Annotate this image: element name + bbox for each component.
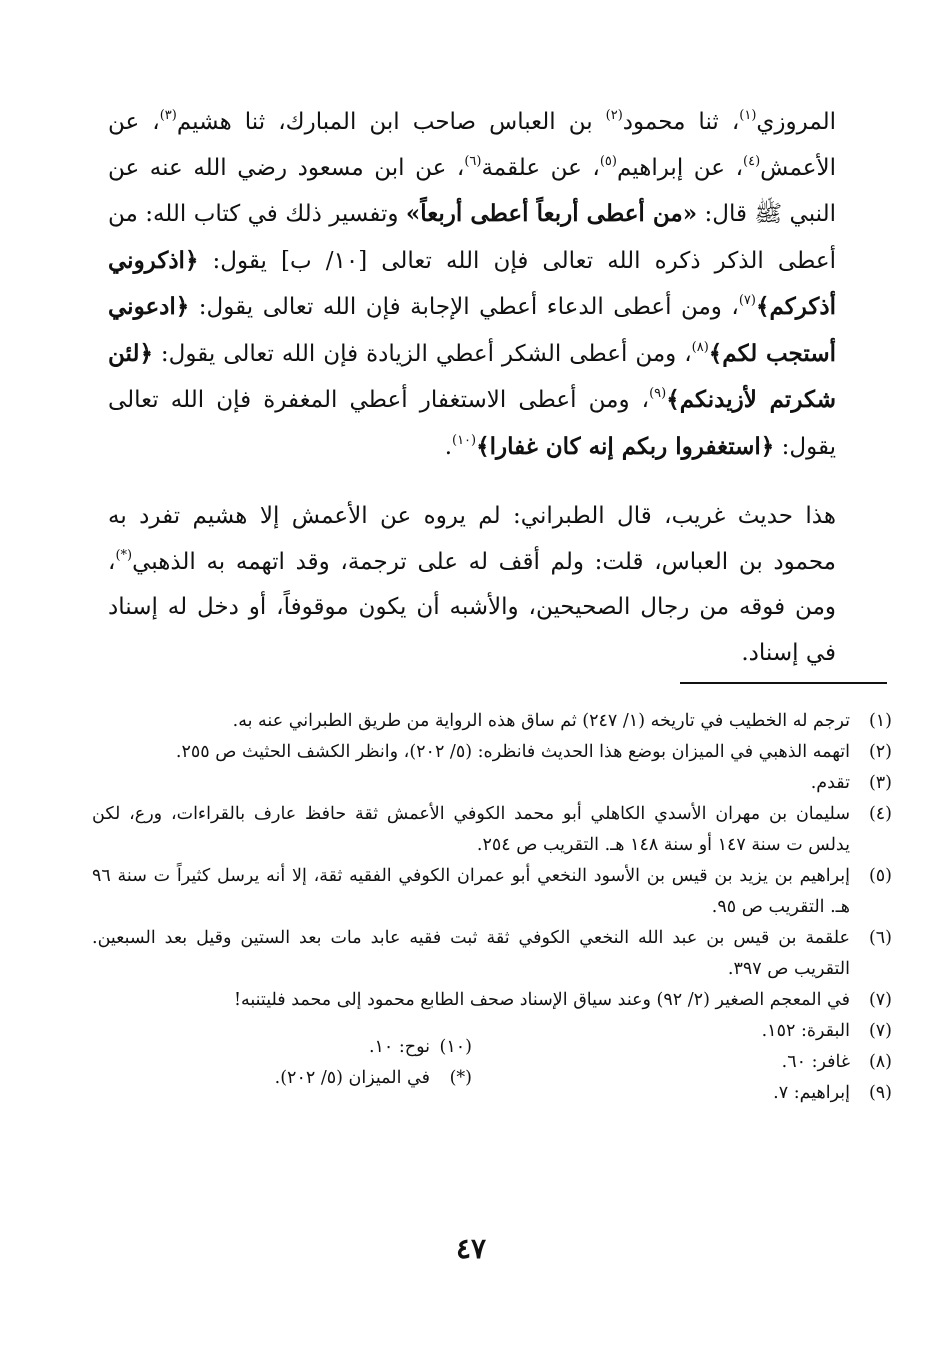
- main-text: [108, 100, 836, 676]
- footnote-text: إبراهيم بن يزيد بن قيس بن الأسود النخعي أبو عمران الكوفي الفقيه ثقة، إلا أنه يرسل كثيراً ت سنة ٩٦ هـ. التقريب ص ٩٥.: [92, 866, 850, 917]
- text-run: هذا حديث غريب، قال الطبراني: لم يروه عن الأعمش إلا هشيم تفرد به محمود بن العباس، قلت: ولم أقف له على ترجمة، وقد اتهمه به الذهبي: [108, 503, 836, 575]
- footnote-number: (٥): [868, 866, 892, 886]
- text-run: ، عن علقمة: [481, 154, 600, 181]
- quran-verse: ﴿لئن شكرتم لأزيدنكم﴾: [108, 339, 836, 413]
- footnote-text: سليمان بن مهران الأسدي الكاهلي أبو محمد الكوفي الأعمش ثقة حافظ عارف بالقراءات، ورع، لكن يدلس ت سنة ١٤٧ أو سنة ١٤٨ هـ. التقريب ص ٢٥٤.: [92, 804, 850, 855]
- footnote-number: (٣): [868, 773, 892, 793]
- footnote-separator: [680, 682, 887, 684]
- text-run: ، عن إبراهيم: [616, 154, 743, 181]
- footnote-ref[interactable]: (٩): [649, 386, 667, 401]
- footnote: [92, 799, 892, 861]
- footnote-text: نوح: ١٠.: [368, 1037, 430, 1057]
- footnote-number: (١): [868, 711, 892, 731]
- footnote-ref[interactable]: (٥): [599, 153, 617, 169]
- footnote-number: (٧): [868, 1021, 892, 1041]
- footnote: [92, 923, 892, 985]
- footnotes-two-column: [92, 1016, 892, 1109]
- footnote-number: (٨): [868, 1052, 892, 1072]
- footnote-text: في المعجم الصغير (٢/ ٩٢) وعند سياق الإسناد صحف الطابع محمود إلى محمد فليتنبه!: [233, 990, 850, 1010]
- footnote: [92, 1032, 472, 1063]
- text-run: .: [444, 433, 452, 460]
- footnote: [512, 1047, 892, 1078]
- footnote-text: غافر: ٦٠.: [781, 1052, 850, 1072]
- text-run: ، عن ابن مسعود رضي الله عنه عن النبي ﷺ قال:: [108, 154, 836, 227]
- footnote-ref[interactable]: (٤): [743, 153, 761, 169]
- footnote: [92, 768, 892, 799]
- page-number: ٤٧: [455, 1232, 487, 1265]
- quran-verse: ﴿ادعوني أستجب لكم﴾: [108, 293, 836, 367]
- paragraph-hadith: [108, 100, 836, 470]
- footnote-number: (٢): [868, 742, 892, 762]
- footnote: [512, 1016, 892, 1047]
- footnote-text: علقمة بن قيس بن عبد الله النخعي الكوفي ثقة ثبت فقيه عابد مات بعد الستين وقيل بعد السبعين. التقريب ص ٣٩٧.: [92, 928, 850, 979]
- footnote-ref[interactable]: (٢): [605, 108, 623, 123]
- footnote: [92, 861, 892, 923]
- quran-verse: ﴿استغفروا ربكم إنه كان غفارا﴾: [476, 432, 775, 460]
- text-run: ، ثنا محمود: [622, 109, 740, 135]
- footnotes-column-right: [512, 1016, 892, 1109]
- footnote-text: ترجم له الخطيب في تاريخه (١/ ٢٤٧) ثم ساق هذه الرواية من طريق الطبراني عنه به.: [232, 711, 850, 731]
- footnote-text: البقرة: ١٥٢.: [761, 1021, 850, 1041]
- paragraph-commentary: [108, 494, 836, 676]
- footnote-number: (١٠): [439, 1037, 472, 1057]
- text-run: ، ومن فوقه من رجال الصحيحين، والأشبه أن يكون موقوفاً، أو دخل له إسناد في إسناد.: [108, 548, 836, 666]
- paragraph-gap: [108, 470, 836, 494]
- quran-verse: ﴿اذكروني أذكركم﴾: [108, 246, 836, 320]
- footnote-number: (٤): [868, 804, 892, 824]
- footnote: [92, 985, 892, 1016]
- text-run: ، ومن أعطى الشكر أعطي الزيادة فإن الله تعالى يقول:: [152, 340, 692, 367]
- footnotes-column-left: [92, 1016, 512, 1109]
- footnote-text: تقدم.: [810, 773, 850, 793]
- footnotes: [92, 706, 892, 1109]
- text-run: ، ومن أعطى الدعاء أعطي الإجابة فإن الله تعالى يقول:: [189, 294, 739, 320]
- footnote-text: اتهمه الذهبي في الميزان بوضع هذا الحديث فانظره: (٥/ ٢٠٢)، وانظر الكشف الحثيث ص ٢٥٥.: [175, 742, 850, 762]
- footnote-number: (٩): [868, 1083, 892, 1103]
- footnote-number: (*): [449, 1068, 472, 1088]
- footnote-ref[interactable]: (٣): [159, 108, 177, 123]
- text-run: ، ومن أعطى الاستغفار أعطي المغفرة فإن الله تعالى يقول:: [108, 387, 836, 460]
- footnote-ref[interactable]: (١): [739, 108, 757, 123]
- footnote-text: إبراهيم: ٧.: [773, 1083, 850, 1103]
- footnote: [92, 1063, 472, 1094]
- text-run: وتفسير ذلك في كتاب الله: من أعطى الذكر ذكره الله تعالى فإن الله تعالى [١٠/ ب] يقول:: [108, 201, 837, 274]
- hadith-quote: «من أعطى أربعاً أعطى أربعاً»: [405, 200, 698, 227]
- footnote-ref[interactable]: (١٠): [452, 432, 477, 448]
- footnote: [92, 737, 892, 768]
- footnote: [512, 1078, 892, 1109]
- footnote-text: في الميزان (٥/ ٢٠٢).: [274, 1068, 430, 1088]
- footnote-ref[interactable]: (٨): [691, 339, 709, 355]
- text-run: ، عن الأعمش: [108, 109, 836, 181]
- footnote-ref[interactable]: (٧): [738, 293, 756, 308]
- footnote-ref[interactable]: (*): [115, 547, 133, 563]
- text-run: المروزي: [756, 109, 837, 135]
- footnote: [92, 706, 892, 737]
- footnote-number: (٧): [868, 990, 892, 1010]
- footnote-number: (٦): [868, 928, 892, 948]
- text-run: بن العباس صاحب ابن المبارك، ثنا هشيم: [176, 109, 606, 135]
- footnote-ref[interactable]: (٦): [464, 153, 482, 169]
